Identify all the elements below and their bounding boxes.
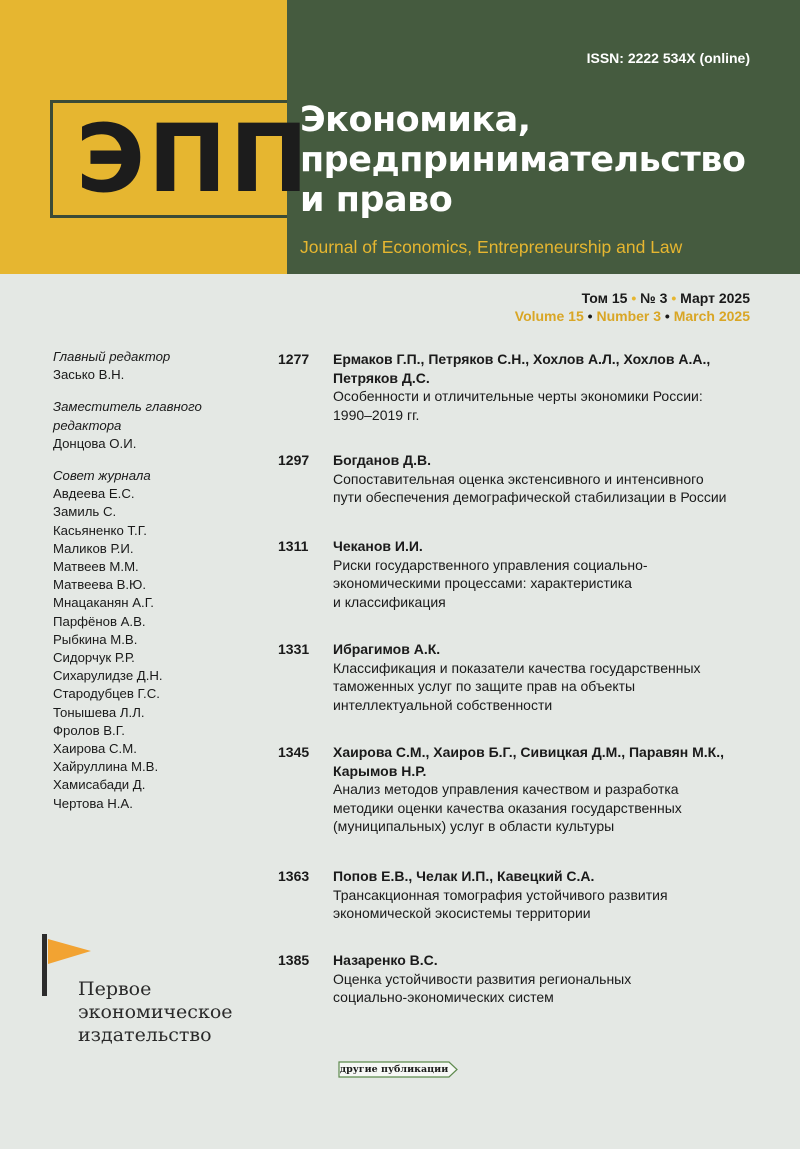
- issue-date: Март 2025: [680, 290, 750, 306]
- council-member: Авдеева Е.С.: [53, 486, 135, 502]
- toc-authors: Чеканов И.И.: [333, 538, 423, 554]
- chief-editor-name: Засько В.Н.: [53, 367, 125, 383]
- issue-number: № 3: [640, 290, 668, 306]
- council-member: Стародубцев Г.С.: [53, 686, 160, 702]
- publisher-name-line: экономическое: [78, 1001, 233, 1023]
- council-member: Парфёнов А.В.: [53, 613, 146, 629]
- council-role: Совет журнала: [53, 468, 151, 484]
- toc-article-title: Анализ методов управления качеством и разработка методики оценки качества оказания государственных (муниципальных) услуг в области культуры: [333, 781, 682, 834]
- journal-title-line: предпринимательство: [300, 140, 746, 180]
- separator-dot: •: [664, 308, 670, 324]
- toc-page-number: 1311: [278, 538, 309, 554]
- toc-item[interactable]: [278, 537, 778, 611]
- issue-info-en: [515, 308, 750, 324]
- journal-logo: ЭПП: [76, 105, 312, 214]
- editorial-board: [53, 348, 253, 813]
- council-member: Касьяненко Т.Г.: [53, 522, 147, 538]
- issn-label: ISSN: 2222 534X (online): [586, 50, 750, 66]
- council-member: Матвеев М.М.: [53, 559, 139, 575]
- issue-volume: Volume 15: [514, 308, 584, 324]
- toc-item[interactable]: [278, 951, 778, 1007]
- separator-dot: •: [631, 290, 637, 306]
- council-member: Сихарулидзе Д.Н.: [53, 668, 163, 684]
- toc-item[interactable]: [278, 451, 778, 507]
- separator-dot: •: [587, 308, 593, 324]
- council-member: Маликов Р.И.: [53, 540, 134, 556]
- toc-item[interactable]: [278, 867, 778, 923]
- toc-item[interactable]: [278, 350, 778, 424]
- publisher-name-line: Первое: [78, 978, 152, 1000]
- council-member: Сидорчук Р.Р.: [53, 650, 135, 666]
- issue-info-ru: [582, 290, 750, 306]
- publisher-name: [78, 978, 233, 1047]
- council-member: Мнацаканян А.Г.: [53, 595, 154, 611]
- toc-authors: Богданов Д.В.: [333, 452, 431, 468]
- journal-title-line: и право: [300, 180, 453, 220]
- toc-page-number: 1345: [278, 744, 310, 760]
- toc-article-title: Риски государственного управления социально- экономическими процессами: характеристика и классификация: [333, 556, 648, 610]
- separator-dot: •: [671, 290, 677, 306]
- toc-article-title: Классификация и показатели качества государственных таможенных услуг по защите прав на объекты интеллектуальной собственности: [333, 659, 701, 713]
- issue-number: Number 3: [596, 308, 662, 324]
- toc-authors: Попов Е.В., Челак И.П., Кавецкий С.А.: [333, 868, 595, 884]
- publisher-name-line: издательство: [78, 1024, 212, 1046]
- council-member: Рыбкина М.В.: [53, 631, 138, 647]
- deputy-editor-role: Заместитель главного: [53, 399, 202, 415]
- toc-page-number: 1363: [278, 868, 310, 884]
- deputy-editor-name: Донцова О.И.: [53, 435, 137, 451]
- council-member: Хаирова С.М.: [53, 741, 137, 757]
- toc-article-title: Оценка устойчивости развития региональных социально-экономических систем: [333, 970, 632, 1005]
- toc-authors: Ермаков Г.П., Петряков С.Н., Хохлов А.Л., Хохлов А.А., Петряков Д.С.: [333, 351, 711, 386]
- council-member: Чертова Н.А.: [53, 795, 133, 811]
- toc-article-title: Трансакционная томография устойчивого развития экономической экосистемы территории: [333, 886, 668, 921]
- council-members: [53, 485, 253, 813]
- deputy-editor-role: редактора: [53, 417, 122, 433]
- toc-item[interactable]: [278, 743, 778, 836]
- other-publications-button[interactable]: [338, 1061, 458, 1078]
- toc-page-number: 1385: [278, 952, 310, 968]
- other-publications-label: другие публикации: [339, 1064, 449, 1075]
- toc-authors: Ибрагимов А.К.: [333, 641, 441, 657]
- toc-article-title: Особенности и отличительные черты экономики России: 1990–2019 гг.: [333, 388, 703, 423]
- issue-volume: Том 15: [581, 290, 628, 306]
- toc-authors: Назаренко В.С.: [333, 952, 438, 968]
- toc-authors: Хаирова С.М., Хаиров Б.Г., Сивицкая Д.М., Паравян М.К., Карымов Н.Р.: [333, 744, 724, 779]
- chief-editor-role: Главный редактор: [53, 349, 171, 364]
- toc-page-number: 1331: [278, 641, 310, 657]
- council-member: Матвеева В.Ю.: [53, 577, 147, 593]
- council-member: Замиль С.: [53, 504, 117, 520]
- council-member: Хамисабади Д.: [53, 777, 146, 793]
- toc-item[interactable]: [278, 640, 778, 714]
- council-member: Фролов В.Г.: [53, 722, 125, 738]
- council-member: Хайруллина М.В.: [53, 759, 159, 775]
- issue-date: March 2025: [673, 308, 750, 324]
- council-member: Тонышева Л.Л.: [53, 704, 145, 720]
- toc-page-number: 1297: [278, 452, 310, 468]
- journal-title-line: Экономика,: [300, 100, 531, 140]
- toc-article-title: Сопоставительная оценка экстенсивного и интенсивного пути обеспечения демографической стабилизации в России: [333, 470, 727, 505]
- journal-title-en: Journal of Economics, Entrepreneurship and Law: [300, 237, 683, 257]
- journal-title: [300, 100, 780, 220]
- toc-page-number: 1277: [278, 351, 310, 367]
